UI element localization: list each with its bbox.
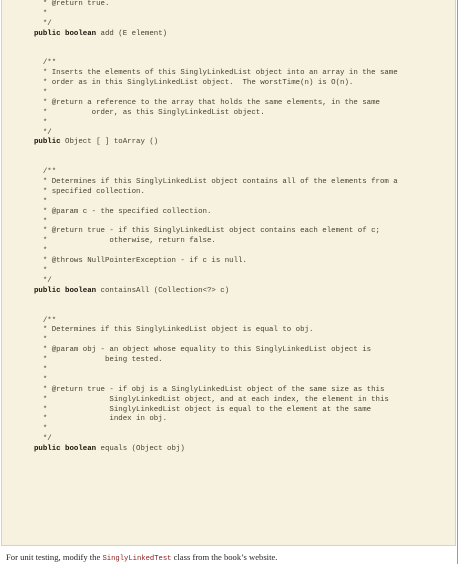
code-line: * xyxy=(34,9,48,18)
page-edge-divider xyxy=(457,0,458,564)
code-line: * @return true - if obj is a SinglyLinkedList object of the same size as this xyxy=(34,385,385,394)
code-listing-box xyxy=(1,0,456,546)
code-line: * xyxy=(34,118,48,127)
code-line: */ xyxy=(34,128,52,137)
code-line: * order, as this SinglyLinkedList object. xyxy=(34,108,265,117)
code-line: * Determines if this SinglyLinkedList object is equal to obj. xyxy=(34,326,314,335)
code-line: * @return true - if this SinglyLinkedList object contains each element of c; xyxy=(34,227,380,236)
code-line: public Object [ ] toArray () xyxy=(34,138,159,147)
code-line: */ xyxy=(34,19,52,28)
caption-before: For unit testing, modify the xyxy=(6,552,103,562)
code-line: * xyxy=(34,89,48,98)
code-line: public boolean add (E element) xyxy=(34,29,168,38)
code-line: * otherwise, return false. xyxy=(34,237,216,246)
code-line: * xyxy=(34,365,48,374)
code-line: /** xyxy=(34,316,57,325)
code-line: * specified collection. xyxy=(34,187,145,196)
code-line: * xyxy=(34,267,48,276)
caption-after: class from the book’s website. xyxy=(171,552,278,562)
code-line xyxy=(34,49,398,59)
code-line xyxy=(34,297,398,307)
code-line xyxy=(34,307,398,317)
code-line: * @throws NullPointerException - if c is null. xyxy=(34,257,247,266)
code-line: * @return true. xyxy=(34,0,110,8)
code-line: * SinglyLinkedList object is equal to the element at the same xyxy=(34,405,372,414)
code-line: * @param obj - an object whose equality to this SinglyLinkedList object is xyxy=(34,346,372,355)
code-line: public boolean equals (Object obj) xyxy=(34,445,185,454)
code-line: * @param c - the specified collection. xyxy=(34,207,212,216)
code-line: /** xyxy=(34,168,57,177)
code-line: * Determines if this SinglyLinkedList object contains all of the elements from a xyxy=(34,178,398,187)
code-line: */ xyxy=(34,276,52,285)
code-line: * being tested. xyxy=(34,356,163,365)
code-line: * xyxy=(34,197,48,206)
code-line: * order as in this SinglyLinkedList object. The worstTime(n) is O(n). xyxy=(34,79,354,88)
code-listing xyxy=(34,0,398,455)
code-line: * xyxy=(34,247,48,256)
code-line xyxy=(34,40,398,50)
code-line: * xyxy=(34,336,48,345)
code-line: /** xyxy=(34,59,57,68)
code-line: * Inserts the elements of this SinglyLinkedList object into an array in the same xyxy=(34,69,398,78)
code-line: */ xyxy=(34,435,52,444)
code-line xyxy=(34,148,398,158)
code-line: * xyxy=(34,375,48,384)
code-line: public boolean containsAll (Collection<?> c) xyxy=(34,286,230,295)
code-line: * xyxy=(34,425,48,434)
code-line: * @return a reference to the array that holds the same elements, in the same xyxy=(34,98,380,107)
code-line: * xyxy=(34,217,48,226)
code-line: * SinglyLinkedList object, and at each index, the element in this xyxy=(34,395,389,404)
caption-text xyxy=(6,552,277,563)
code-line: * index in obj. xyxy=(34,415,168,424)
caption-class-name: SinglyLinkedTest xyxy=(102,555,172,563)
code-line xyxy=(34,158,398,168)
